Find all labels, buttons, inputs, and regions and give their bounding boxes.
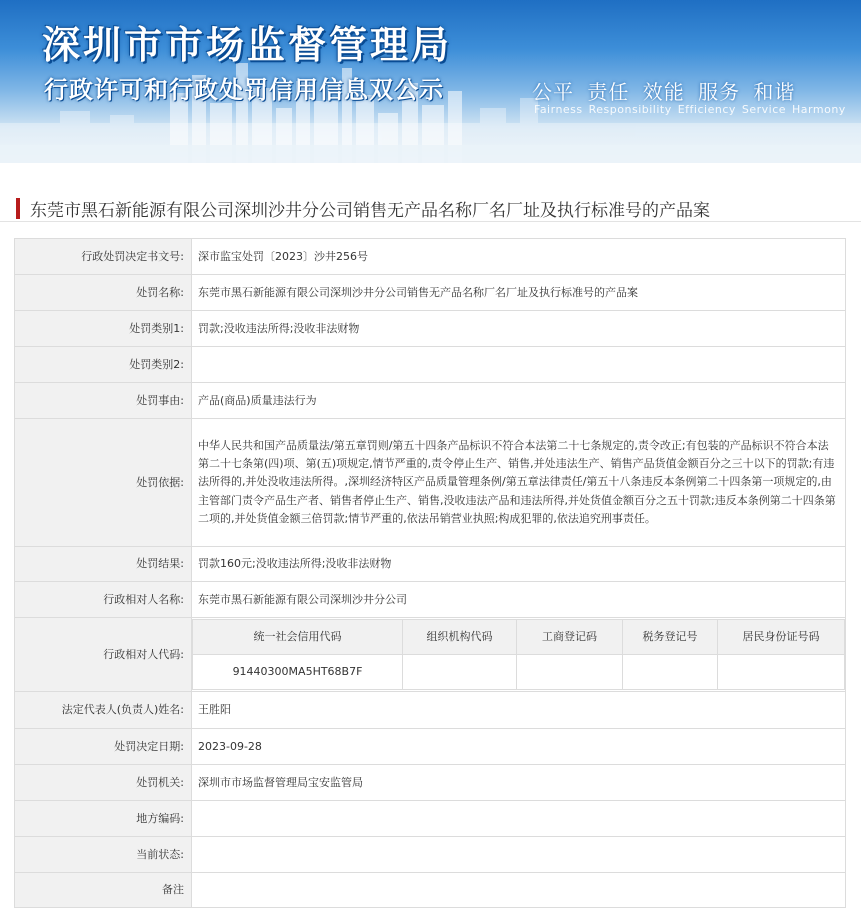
field-value-legal-basis: 中华人民共和国产品质量法/第五章罚则/第五十四条产品标识不符合本法第二十七条规定的,责令改正;有包装的产品标识不符合本法第二十七条第(四)项、第(五)项规定,情节严重的,责令停止生产、销售,并处违法生产、销售产品货值金额百分之三十以下的罚款;有违法所得的,并处没收违法所得。,深圳经济特区产品质量管理条例/第五章法律责任/第五十八条违反本条例第二十四条第一项规定的,由主管部门责令产品生产者、销售者停止生产、销售,没收违法产品和违法所得,并处货值金额百分之五十罚款;违反本条例第二十四条第二项的,并处货值金额三倍罚款;情节严重的,依法吊销营业执照;构成犯罪的,依法追究刑事责任。 [192, 419, 846, 547]
table-row [15, 873, 846, 908]
field-label: 法定代表人(负责人)姓名: [15, 692, 192, 729]
business-reg-value [517, 655, 623, 690]
field-label: 地方编码: [15, 801, 192, 837]
site-title: 深圳市市场监督管理局 [42, 23, 453, 67]
field-value-result: 罚款160元;没收违法所得;没收非法财物 [192, 547, 846, 582]
codes-header: 组织机构代码 [403, 620, 517, 655]
field-value-category-1: 罚款;没收违法所得;没收非法财物 [192, 311, 846, 347]
field-value-penalty-name: 东莞市黑石新能源有限公司深圳沙井分公司销售无产品名称厂名厂址及执行标准号的产品案 [192, 275, 846, 311]
header-banner [0, 0, 861, 163]
field-label: 处罚类别1: [15, 311, 192, 347]
field-label: 处罚事由: [15, 383, 192, 419]
codes-header-row [193, 620, 845, 655]
field-value-reason: 产品(商品)质量违法行为 [192, 383, 846, 419]
table-row [15, 618, 846, 692]
table-row [15, 582, 846, 618]
field-label: 行政相对人代码: [15, 618, 192, 692]
field-label: 处罚类别2: [15, 347, 192, 383]
id-card-value [718, 655, 845, 690]
table-row [15, 275, 846, 311]
field-value-category-2 [192, 347, 846, 383]
table-row [15, 383, 846, 419]
credit-code-value: 91440300MA5HT68B7F [193, 655, 403, 690]
field-label: 处罚名称: [15, 275, 192, 311]
field-value-decision-number: 深市监宝处罚〔2023〕沙井256号 [192, 239, 846, 275]
title-accent-bar [16, 198, 20, 219]
field-value-decision-date: 2023-09-28 [192, 729, 846, 765]
table-row [15, 837, 846, 873]
table-row [15, 419, 846, 547]
table-row [15, 347, 846, 383]
field-value-status [192, 837, 846, 873]
codes-header: 税务登记号 [623, 620, 718, 655]
table-row [15, 239, 846, 275]
page-title: 东莞市黑石新能源有限公司深圳沙井分公司销售无产品名称厂名厂址及执行标准号的产品案 [30, 201, 710, 221]
field-label: 行政处罚决定书文号: [15, 239, 192, 275]
penalty-detail-table [14, 238, 846, 908]
field-label: 当前状态: [15, 837, 192, 873]
codes-header: 统一社会信用代码 [193, 620, 403, 655]
site-subtitle: 行政许可和行政处罚信用信息双公示 [44, 76, 444, 104]
table-row [15, 729, 846, 765]
field-label: 备注 [15, 873, 192, 908]
page-title-section [0, 180, 861, 222]
motto: 公平 责任 效能 服务 和谐 [532, 80, 796, 104]
org-code-value [403, 655, 517, 690]
codes-header: 居民身份证号码 [718, 620, 845, 655]
field-label: 处罚依据: [15, 419, 192, 547]
field-value-authority: 深圳市市场监督管理局宝安监管局 [192, 765, 846, 801]
motto-english: Fairness Responsibility Efficiency Service Harmony [534, 103, 846, 116]
table-row [15, 801, 846, 837]
table-row [15, 547, 846, 582]
field-label: 处罚决定日期: [15, 729, 192, 765]
codes-header: 工商登记码 [517, 620, 623, 655]
field-label: 处罚结果: [15, 547, 192, 582]
party-codes-cell [192, 618, 846, 692]
tax-reg-value [623, 655, 718, 690]
table-row [15, 311, 846, 347]
field-label: 处罚机关: [15, 765, 192, 801]
field-value-party-name: 东莞市黑石新能源有限公司深圳沙井分公司 [192, 582, 846, 618]
field-value-local-code [192, 801, 846, 837]
table-row [15, 765, 846, 801]
field-value-remarks [192, 873, 846, 908]
field-value-legal-rep: 王胜阳 [192, 692, 846, 729]
field-label: 行政相对人名称: [15, 582, 192, 618]
codes-value-row [193, 655, 845, 690]
table-row [15, 692, 846, 729]
party-codes-table [192, 619, 845, 690]
